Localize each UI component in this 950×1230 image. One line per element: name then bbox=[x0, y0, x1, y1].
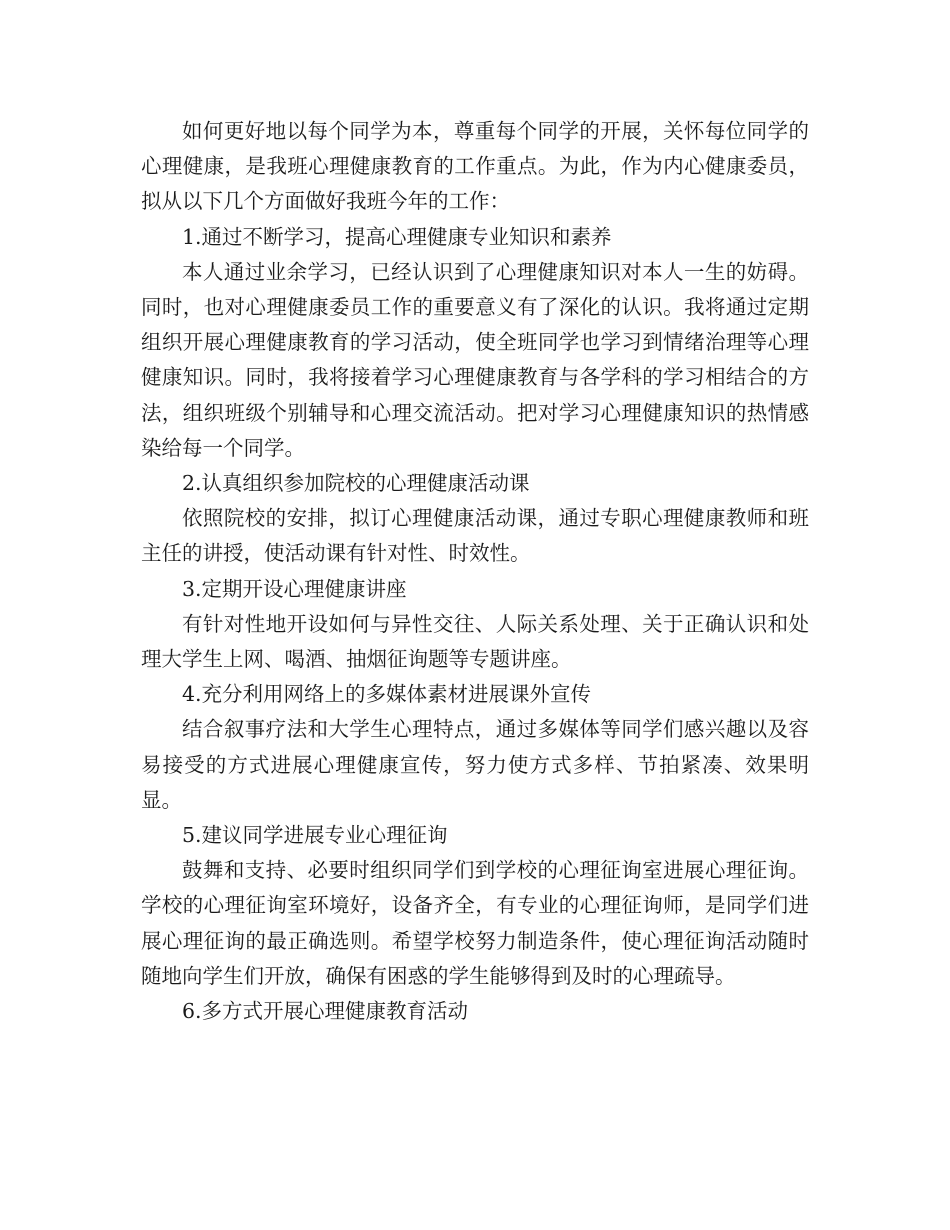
section-paragraph-1: 本人通过业余学习，已经认识到了心理健康知识对本人一生的妨碍。同时，也对心理健康委员工作的重要意义有了深化的认识。我将通过定期组织开展心理健康教育的学习活动，使全班同学也学习到情绪治理等心理健康知识。同时，我将接着学习心理健康教育与各学科的学习相结合的方法，组织班级个别辅导和心理交流活动。把对学习心理健康知识的热情感染给每一个同学。 bbox=[141, 259, 809, 460]
section-paragraph-4: 结合叙事疗法和大学生心理特点，通过多媒体等同学们感兴趣以及容易接受的方式进展心理健康宣传，努力使方式多样、节拍紧凑、效果明显。 bbox=[141, 717, 809, 812]
section-paragraph-3: 有针对性地开设如何与异性交往、人际关系处理、关于正确认识和处理大学生上网、喝酒、抽烟征询题等专题讲座。 bbox=[141, 611, 809, 672]
section-paragraph-5: 鼓舞和支持、必要时组织同学们到学校的心理征询室进展心理征询。学校的心理征询室环境好，设备齐全，有专业的心理征询师，是同学们进展心理征询的最正确选则。希望学校努力制造条件，使心理征询活动随时随地向学生们开放，确保有困惑的学生能够得到及时的心理疏导。 bbox=[141, 858, 809, 988]
intro-paragraph: 如何更好地以每个同学为本，尊重每个同学的开展，关怀每位同学的心理健康，是我班心理健康教育的工作重点。为此，作为内心健康委员，拟从以下几个方面做好我班今年的工作： bbox=[141, 119, 809, 214]
section-paragraph-2: 依照院校的安排，拟订心理健康活动课，通过专职心理健康教师和班主任的讲授，使活动课有针对性、时效性。 bbox=[141, 506, 809, 566]
section-heading-6: 6.多方式开展心理健康教育活动 bbox=[182, 999, 469, 1024]
section-heading-4: 4.充分利用网络上的多媒体素材进展课外宣传 bbox=[182, 682, 592, 707]
section-heading-1: 1.通过不断学习，提高心理健康专业知识和素养 bbox=[182, 224, 612, 249]
document-body bbox=[141, 114, 809, 1029]
section-heading-5: 5.建议同学进展专业心理征询 bbox=[182, 823, 448, 848]
section-heading-3: 3.定期开设心理健康讲座 bbox=[182, 576, 407, 601]
section-heading-2: 2.认真组织参加院校的心理健康活动课 bbox=[182, 471, 530, 496]
